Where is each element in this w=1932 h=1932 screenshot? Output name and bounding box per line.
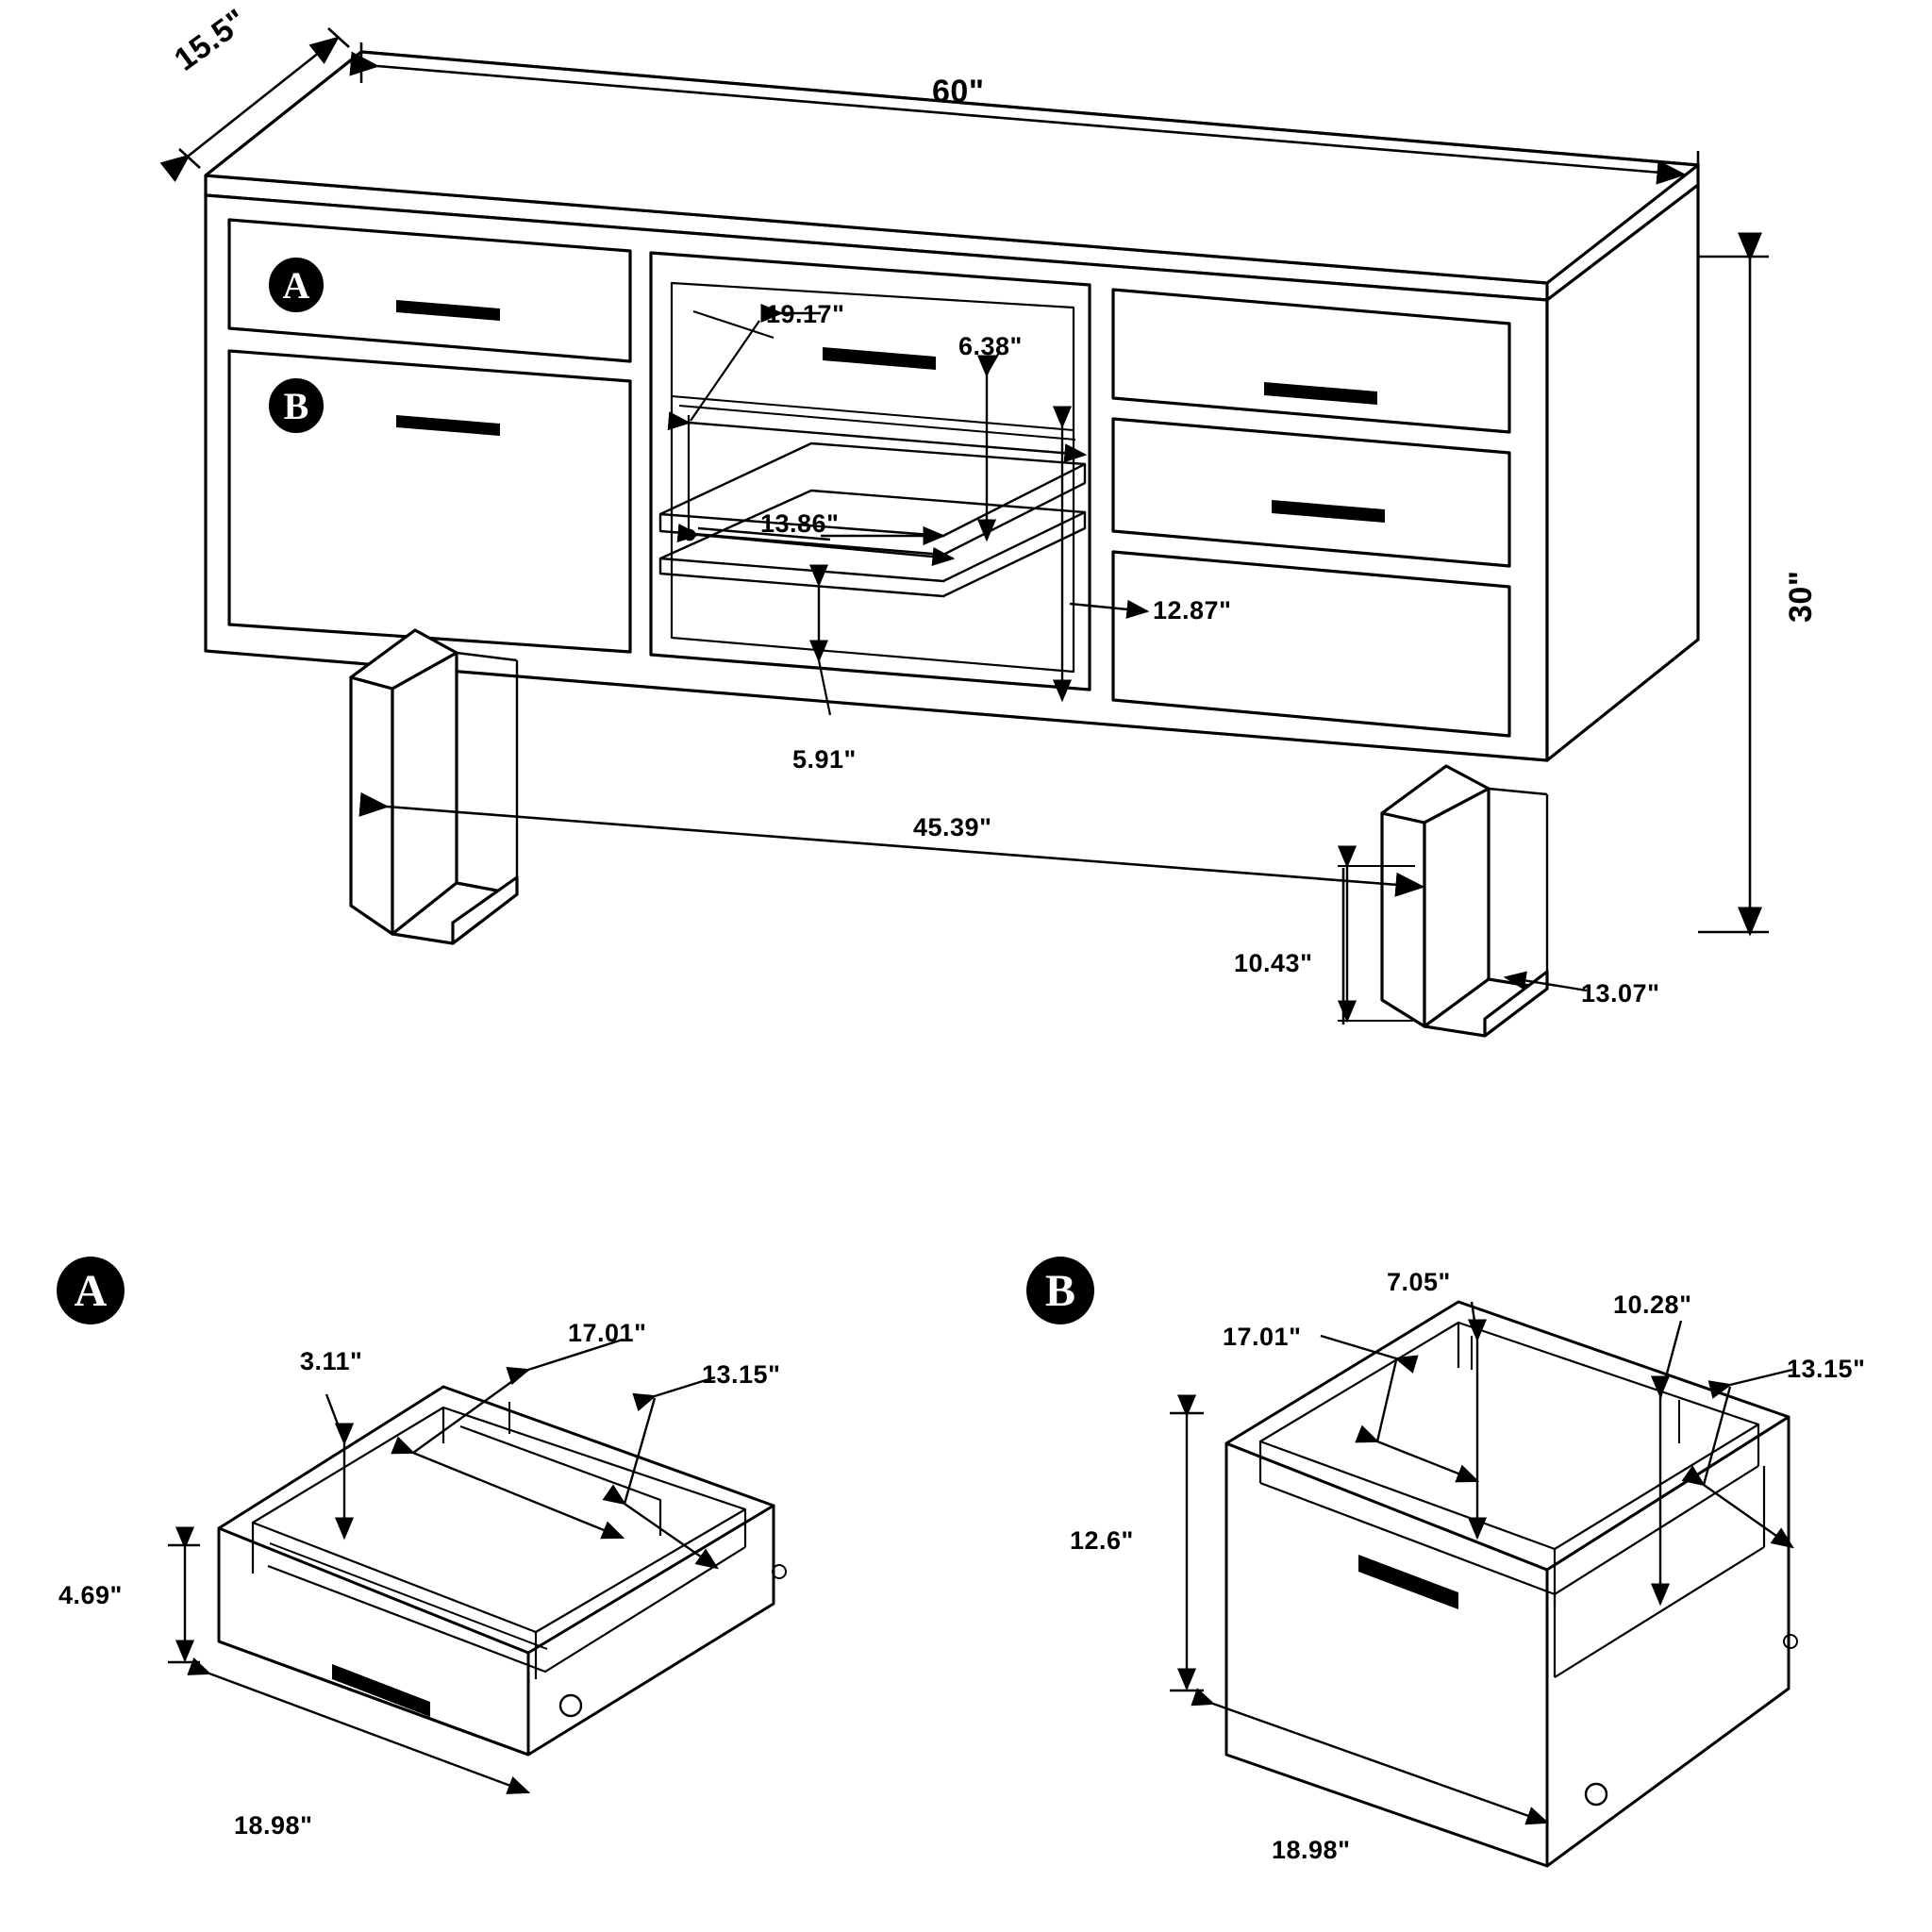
dim-a-front-height: 4.69" <box>58 1581 123 1609</box>
detail-a-label: A <box>74 1265 108 1316</box>
dim-a-interior-height: 3.11" <box>300 1347 363 1375</box>
dim-leg-span: 45.39" <box>913 813 992 841</box>
dim-overall-depth: 15.5" <box>168 2 254 78</box>
callout-b-label: B <box>283 384 309 427</box>
dim-a-front-width: 18.98" <box>234 1811 313 1840</box>
detail-b-label: B <box>1044 1265 1075 1316</box>
dim-open-shelf-width: 19.17" <box>766 300 845 328</box>
drawer-a-outline <box>219 1387 786 1755</box>
dim-overall-height: 30" <box>1783 570 1819 623</box>
dim-b-interior-width: 17.01" <box>1223 1323 1302 1351</box>
dim-upper-shelf-height: 6.38" <box>958 332 1023 360</box>
callout-a-label: A <box>282 263 310 307</box>
dim-leg-height: 10.43" <box>1234 949 1313 977</box>
dim-open-compartment-height: 12.87" <box>1153 596 1232 625</box>
callout-badge-b-main <box>266 375 326 436</box>
dim-lower-shelf-height: 5.91" <box>792 745 857 774</box>
drawer-b-outline <box>1226 1302 1797 1866</box>
dim-leg-depth: 13.07" <box>1581 979 1660 1008</box>
dim-b-interior-height-back: 7.05" <box>1387 1268 1451 1296</box>
dim-b-interior-height-side: 10.28" <box>1613 1291 1692 1319</box>
detail-badge-b <box>1026 1257 1094 1324</box>
dim-overall-width: 60" <box>932 74 985 109</box>
dim-shelf-depth: 13.86" <box>760 509 840 538</box>
callout-badge-a-main <box>266 255 326 315</box>
main-cabinet-outline <box>206 52 1698 1036</box>
dim-b-front-width: 18.98" <box>1272 1836 1351 1864</box>
detail-badge-a <box>57 1257 125 1324</box>
dim-b-interior-depth: 13.15" <box>1787 1355 1866 1383</box>
dim-a-interior-width: 17.01" <box>568 1319 647 1347</box>
dim-a-interior-depth: 13.15" <box>702 1360 781 1389</box>
dim-b-front-height: 12.6" <box>1070 1526 1134 1555</box>
